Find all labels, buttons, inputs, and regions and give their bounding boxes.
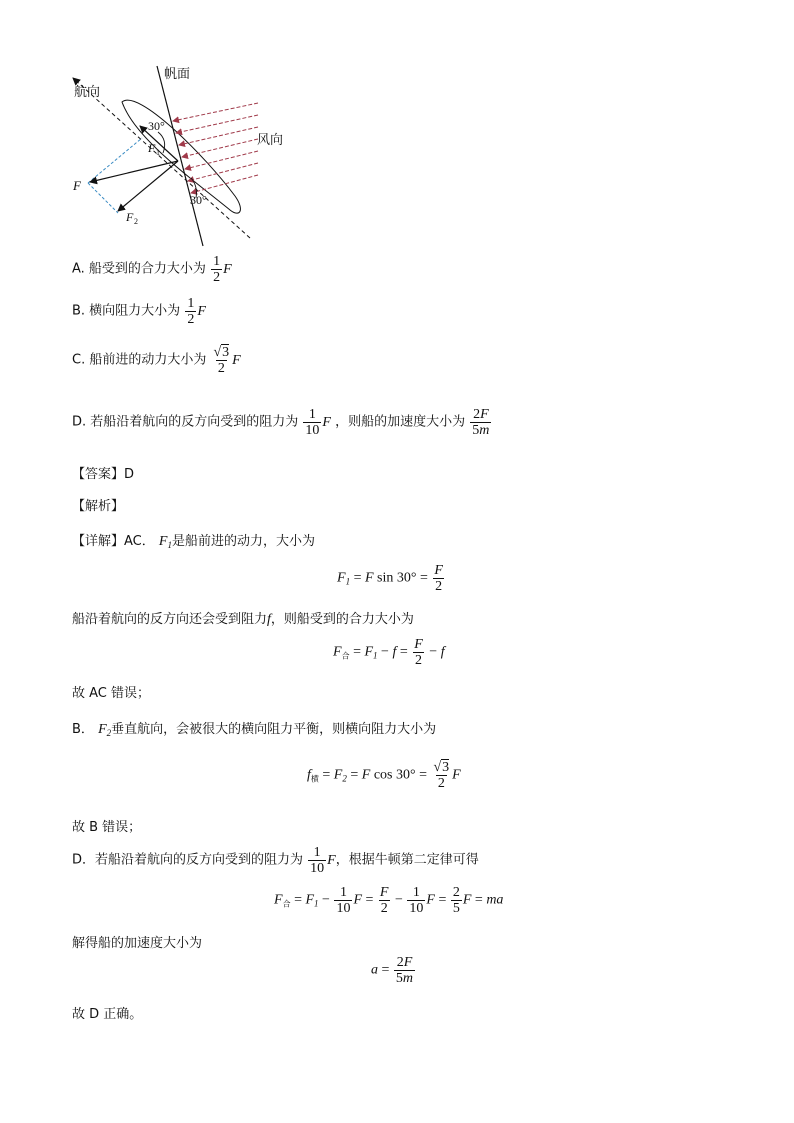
analysis-line [72,495,124,514]
sub-he: 合 [341,651,350,661]
equation-fhe: $F_合 = F_1 - f$ = $\frac{F}{2}$ − f [333,637,445,668]
equation-f1: $F_1 = F$ sin 30° = $\frac{F}{2}$ [337,563,443,594]
option-b-text: B. 横向阻力大小为 [72,303,181,319]
detail-d-line: D．若船沿着航向的反方向受到的阻力为 $\frac{1}{10}$ F，根据牛顿第二定律可得 [72,845,479,876]
b-conclusion-text: 故 B 错误； [72,820,142,835]
detail-ac-line: 【详解】AC． $F_1$是船前进的动力，大小为 [72,534,315,550]
b-text: 垂直航向，会被很大的横向阻力平衡，则横向阻力大小为 [111,722,437,737]
detail-tag: 【详解】 [72,534,125,549]
solve-text: 解得船的加速度大小为 [72,936,203,951]
angle-top-label: 30° [148,119,165,133]
equation-fheng: $f_横 = F_2 = F$ cos 30° = $\frac{√3}{2}$ F [307,760,461,791]
equation-accel: a = $\frac{2F}{5m}$ [371,955,414,986]
answer-value: D [124,467,135,482]
ac-conclusion-text: 故 AC 错误； [72,686,151,701]
ac-intro: AC． [124,534,155,549]
b-intro: B． [72,722,94,737]
resistance-line: 船沿着航向的反方向还会受到阻力f，则船受到的合力大小为 [72,612,414,627]
d-text: ，根据牛顿第二定律可得 [335,852,479,868]
resistance-text-2: ，则船受到的合力大小为 [270,612,414,627]
label-F2: F [126,210,134,224]
d-intro: D．若船沿着航向的反方向受到的阻力为 [72,852,304,868]
option-d[interactable]: D. 若船沿着航向的反方向受到的阻力为 $\frac{1}{10}$ F ，则船的加速度大小为 $\frac{2F}{5m}$ [72,407,490,438]
option-a[interactable]: A. 船受到的合力大小为 $\frac{1}{2}$ F [72,254,232,285]
sail-force-diagram [60,58,284,253]
ac-conclusion [72,682,150,701]
d-conclusion [72,1003,142,1022]
solve-line [72,932,202,951]
d-conclusion-text: 故 D 正确。 [72,1007,143,1022]
wind-label: 风向 [257,132,284,147]
detail-b-line: B． $F_2$垂直航向，会被很大的横向阻力平衡，则横向阻力大小为 [72,722,437,738]
sub-he-2: 合 [282,899,291,909]
angle-bottom-label: 30° [190,193,207,207]
option-a-text: A. 船受到的合力大小为 [72,261,206,277]
ac-text: 是船前进的动力，大小为 [171,534,315,549]
option-d-text: D. 若船沿着航向的反方向受到的阻力为 [72,414,299,430]
heading-axis [73,78,250,238]
option-c-text: C. 船前进的动力大小为 [72,352,207,368]
label-F1-sub: 1 [156,148,160,157]
answer-line [72,463,134,482]
label-F2-sub: 2 [134,217,138,226]
option-b[interactable]: B. 横向阻力大小为 $\frac{1}{2}$ F [72,296,206,327]
label-F: F [73,178,81,193]
sail-label: 帆面 [164,66,191,81]
label-F1: F [148,141,156,155]
option-d-mid: ，则船的加速度大小为 [335,414,466,430]
heading-label: 航向 [74,84,101,99]
resistance-text-1: 船沿着航向的反方向还会受到阻力 [72,612,268,627]
equation-newton: $F_合 = F_1$ − $\frac{1}{10}$ F = $\frac{F}{2}$ − $\frac{1}{10}$ F = $\frac{2}{5}$ F = ma [274,885,504,916]
option-c[interactable]: C. 船前进的动力大小为 $\frac{√3}{2}$ F [72,345,241,376]
boat-hull [122,100,240,213]
analysis-tag: 【解析】 [72,499,125,514]
answer-tag: 【答案】 [72,467,125,482]
sub-heng: 横 [310,774,319,784]
b-conclusion [72,816,141,835]
